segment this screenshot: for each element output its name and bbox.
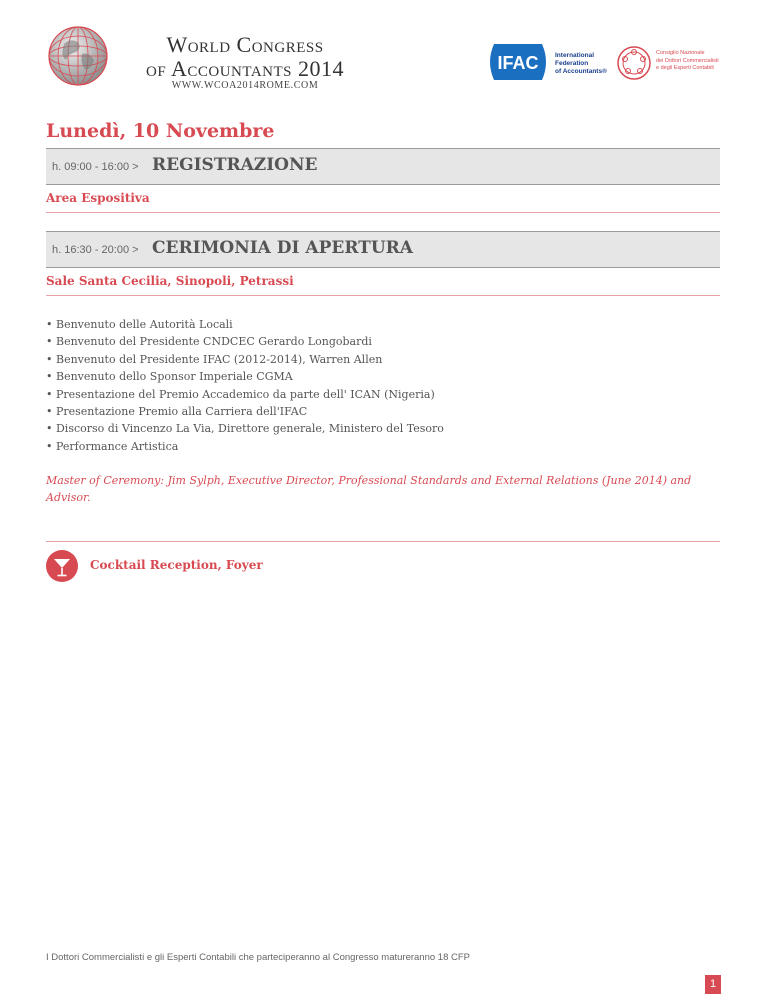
ifac-name-line: International xyxy=(555,52,595,59)
cocktail-glass-icon xyxy=(46,550,78,582)
divider xyxy=(46,541,720,542)
cocktail-label: Cocktail Reception, Foyer xyxy=(90,558,263,572)
ifac-name xyxy=(555,52,607,76)
cndcec-name-line: e degli Esperti Contabili xyxy=(656,65,714,71)
master-of-ceremony-note: Master of Ceremony: Jim Sylph, Executive Director, Professional Standards and External Relations (June 2014) and Advisor. xyxy=(46,474,692,504)
cndcec-logo-icon xyxy=(616,45,652,81)
session-location: Area Espositiva xyxy=(46,191,150,205)
agenda-item: • Benvenuto delle Autorità Locali xyxy=(46,318,233,331)
ifac-name-line: Federation xyxy=(555,60,589,67)
session-title: REGISTRAZIONE xyxy=(152,155,318,175)
footer-note: I Dottori Commercialisti e gli Esperti Contabili che parteciperanno al Congresso matureranno 18 CFP xyxy=(46,952,470,963)
congress-title-line2: of Accountants 2014 xyxy=(146,56,344,81)
agenda-item: • Presentazione del Premio Accademico da parte dell' ICAN (Nigeria) xyxy=(46,387,435,401)
session-bar-cerimonia xyxy=(46,231,720,268)
agenda-list xyxy=(46,316,444,455)
cndcec-name-line: dei Dottori Commercialisti xyxy=(656,57,719,64)
agenda-item: • Performance Artistica xyxy=(46,439,179,453)
agenda-item: • Benvenuto del Presidente IFAC (2012-2014), Warren Allen xyxy=(46,352,383,366)
agenda-item: • Benvenuto del Presidente CNDCEC Gerardo Longobardi xyxy=(46,335,372,349)
congress-title-line1: World Congress xyxy=(166,32,324,57)
agenda-item: • Presentazione Premio alla Carriera dell'IFAC xyxy=(46,405,308,419)
divider xyxy=(46,295,720,296)
ifac-logo-icon xyxy=(486,42,550,82)
cndcec-name-line: Consiglio Nazionale xyxy=(656,50,705,56)
session-location: Sale Santa Cecilia, Sinopoli, Petrassi xyxy=(46,274,294,288)
congress-title xyxy=(110,34,380,91)
ifac-badge-text: IFAC xyxy=(497,53,539,73)
globe-logo-icon xyxy=(46,24,110,88)
ifac-name-line: of Accountants® xyxy=(555,68,607,75)
agenda-item: • Benvenuto dello Sponsor Imperiale CGMA xyxy=(46,370,293,384)
congress-url: WWW.WCOA2014ROME.COM xyxy=(171,80,319,91)
page-number: 1 xyxy=(705,975,721,994)
session-time: h. 09:00 - 16:00 > xyxy=(52,161,139,173)
session-bar-registrazione xyxy=(46,148,720,185)
session-title: CERIMONIA DI APERTURA xyxy=(152,238,413,258)
agenda-item: • Discorso di Vincenzo La Via, Direttore generale, Ministero del Tesoro xyxy=(46,422,444,436)
day-title: Lunedì, 10 Novembre xyxy=(46,120,275,142)
session-time: h. 16:30 - 20:00 > xyxy=(52,244,139,256)
cndcec-name xyxy=(656,50,719,73)
divider xyxy=(46,212,720,213)
